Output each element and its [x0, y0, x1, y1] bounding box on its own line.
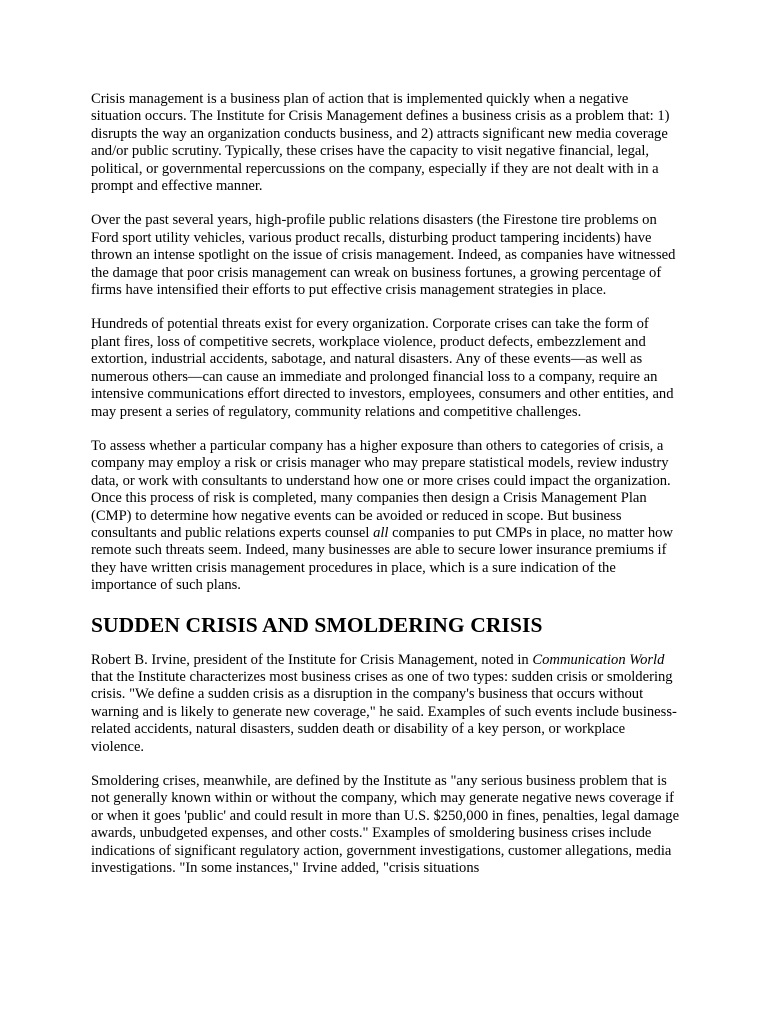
document-page — [91, 91, 681, 894]
paragraph-smoldering-crises: Smoldering crises, meanwhile, are defined by the Institute as "any serious business problem that is not generally known within or without the company, which may generate negative news coverage if or when it goes 'public' and could result in more than U.S. $250,000 in fines, penalties, legal damage awards, unbudgeted expenses, and other costs." Examples of smoldering business crises include indications of significant regulatory action, government investigations, customer allegations, media investigations. "In some instances," Irvine added, "crisis situations — [91, 773, 680, 877]
paragraph-high-profile-disasters: Over the past several years, high-profile public relations disasters (the Firestone tire problems on Ford sport utility vehicles, various product recalls, disturbing product tampering incidents) have thrown an intense spotlight on the issue of crisis management. Indeed, as companies have witnessed the damage that poor crisis management can wreak on business fortunes, a growing percentage of firms have intensified their efforts to put effective crisis management strategies in place. — [91, 212, 676, 299]
p4-text-after: companies to put CMPs in place, no matter how remote such threats seem. Indeed, many businesses are able to secure lower insurance premiums if they have written crisis management procedures in place, which is a sure indication of the importance of such plans. — [91, 524, 674, 594]
paragraph-potential-threats: Hundreds of potential threats exist for every organization. Corporate crises can take the form of plant fires, loss of competitive secrets, workplace violence, product defects, embezzlement and extortion, industrial accidents, sabotage, and natural disasters. Any of these events—as well as numerous others—can cause an immediate and prolonged financial loss to a company, require an intensive communications effort directed to investors, employees, consumers and other entities, and may present a series of regulatory, community relations and competitive challenges. — [91, 316, 674, 420]
p5-text-before: Robert B. Irvine, president of the Institute for Crisis Management, noted in — [91, 651, 533, 668]
p5-text-after: that the Institute characterizes most business crises as one of two types: sudden crisis or smoldering crisis. "We define a sudden crisis as a disruption in the company's business that occurs without warning and is likely to generate new coverage," he said. Examples of such events include business-related accidents, natural disasters, sudden death or disability of a key person, or workplace violence. — [91, 668, 677, 755]
p5-publication-title: Communication World — [532, 651, 665, 668]
paragraph-crisis-definition: Crisis management is a business plan of action that is implemented quickly when a negative situation occurs. The Institute for Crisis Management defines a business crisis as a problem that: 1) disrupts the way an organization conducts business, and 2) attracts significant new media coverage and/or public scrutiny. Typically, these crises have the capacity to visit negative financial, legal, political, or governmental repercussions on the company, especially if they are not dealt with in a prompt and effective manner. — [91, 91, 670, 195]
paragraph-irvine-quote — [91, 652, 681, 756]
section-heading: SUDDEN CRISIS AND SMOLDERING CRISIS — [91, 612, 543, 637]
paragraph-risk-assessment — [91, 438, 681, 595]
p4-text-before: To assess whether a particular company has a higher exposure than others to categories of crisis, a company may employ a risk or crisis manager who may prepare statistical models, review industry data, or work with consultants to understand how one or more crises could impact the organization. Once this process of risk is completed, many companies then design a Crisis Management Plan (CMP) to determine how negative events can be avoided or reduced in scope. But business consultants and public relations experts counsel — [91, 437, 671, 541]
p4-emphasis: all — [373, 524, 389, 541]
